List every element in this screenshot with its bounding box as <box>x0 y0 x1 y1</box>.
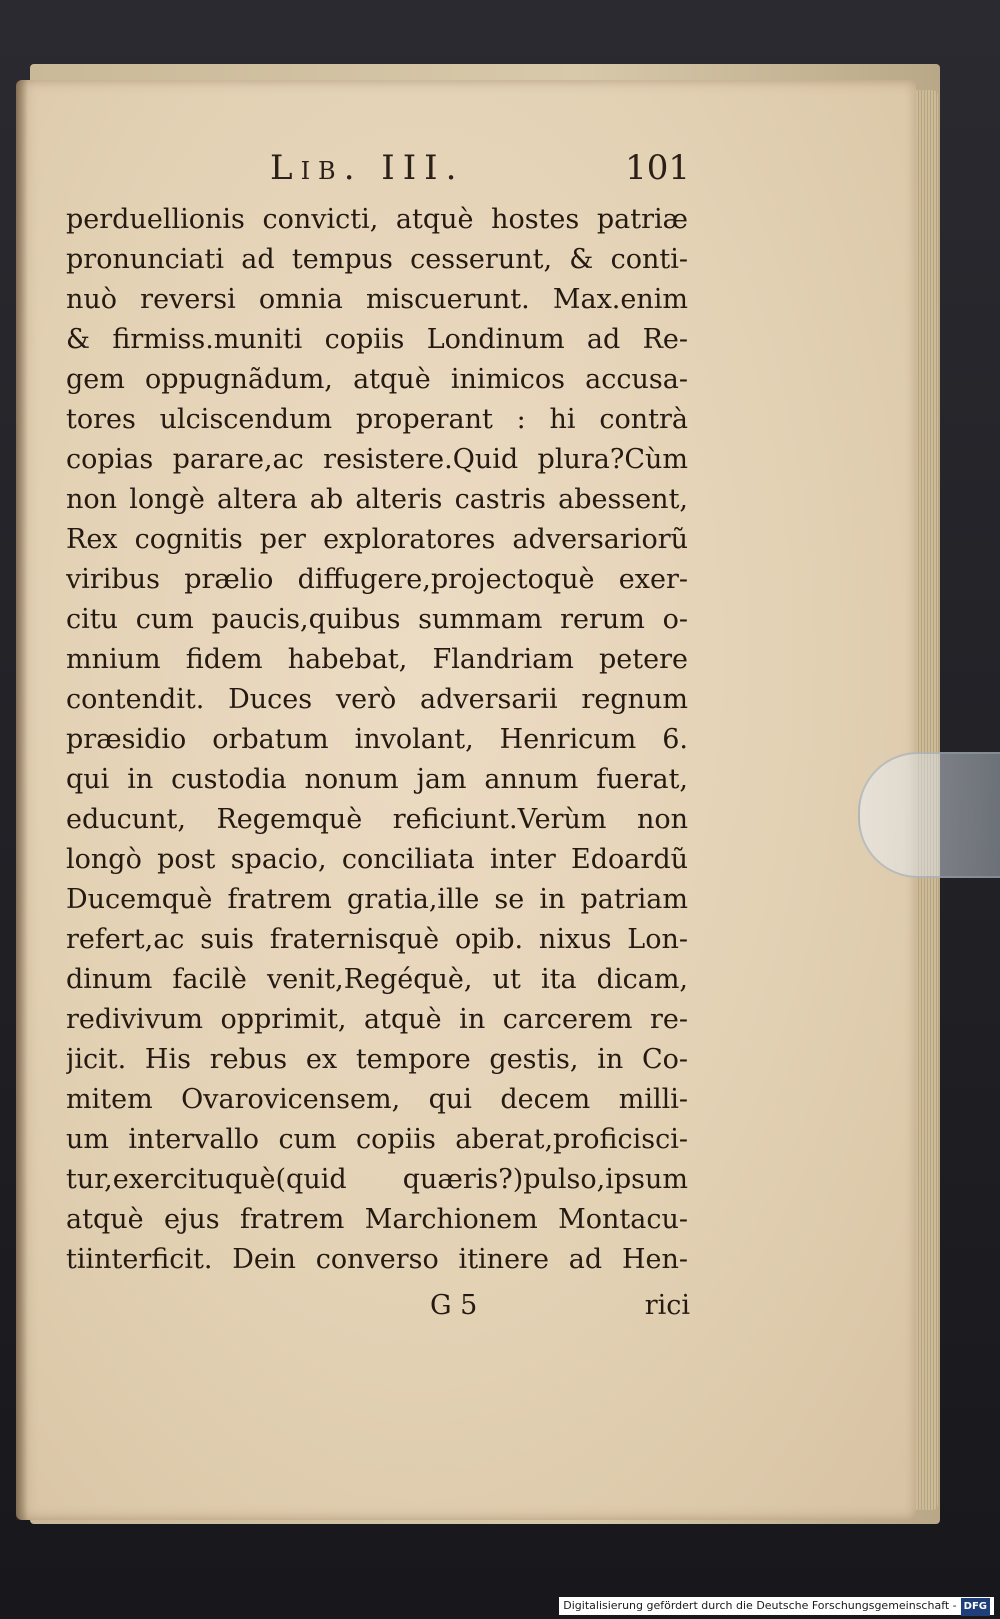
signature-mark: G 5 <box>430 1290 478 1321</box>
page-footer <box>400 1290 690 1330</box>
catchword: rici <box>644 1290 690 1321</box>
text-line: Rex cognitis per exploratores adversariorũ <box>66 524 688 555</box>
text-line: præsidio orbatum involant, Henricum 6. <box>66 724 688 755</box>
text-line: mitem Ovarovicensem, qui decem milli- <box>66 1084 688 1115</box>
text-line: nuò reversi omnia miscuerunt. Max.enim <box>66 284 688 315</box>
text-line: perduellionis convicti, atquè hostes patriæ <box>66 204 688 235</box>
text-line: contendit. Duces verò adversarii regnum <box>66 684 688 715</box>
text-line: viribus prælio diffugere,projectoquè exer- <box>66 564 688 595</box>
digitization-credit <box>559 1597 994 1615</box>
page-number: 101 <box>625 148 690 188</box>
text-line: educunt, Regemquè reficiunt.Verùm non <box>66 804 688 835</box>
text-line: copias parare,ac resistere.Quid plura?Cùm <box>66 444 688 475</box>
page-clip <box>858 752 1000 878</box>
text-line: qui in custodia nonum jam annum fuerat, <box>66 764 688 795</box>
text-line: redivivum opprimit, atquè in carcerem re- <box>66 1004 688 1035</box>
text-line: non longè altera ab alteris castris abessent, <box>66 484 688 515</box>
body-text <box>66 200 688 1280</box>
text-line: gem oppugnãdum, atquè inimicos accusa- <box>66 364 688 395</box>
text-line: tores ulciscendum properant : hi contrà <box>66 404 688 435</box>
text-line: & firmiss.muniti copiis Londinum ad Re- <box>66 324 688 355</box>
text-line: um intervallo cum copiis aberat,proficisci- <box>66 1124 688 1155</box>
text-line: atquè ejus fratrem Marchionem Montacu- <box>66 1204 688 1235</box>
text-line: tiinterficit. Dein converso itinere ad Hen- <box>66 1244 688 1275</box>
page-header <box>270 148 690 192</box>
text-line: jicit. His rebus ex tempore gestis, in Co- <box>66 1044 688 1075</box>
text-line: tur,exercituquè(quid quæris?)pulso,ipsum <box>66 1164 688 1195</box>
text-line: citu cum paucis,quibus summam rerum o- <box>66 604 688 635</box>
credit-text: Digitalisierung gefördert durch die Deutsche Forschungsgemeinschaft - <box>563 1599 957 1612</box>
text-line: Ducemquè fratrem gratia,ille se in patriam <box>66 884 688 915</box>
text-line: dinum facilè venit,Regéquè, ut ita dicam, <box>66 964 688 995</box>
text-line: refert,ac suis fraternisquè opib. nixus Lon- <box>66 924 688 955</box>
text-line: longò post spacio, conciliata inter Edoardũ <box>66 844 688 875</box>
text-line: mnium fidem habebat, Flandriam petere <box>66 644 688 675</box>
running-head: Lib. III. <box>270 148 465 188</box>
text-line: pronunciati ad tempus cesserunt, & conti- <box>66 244 688 275</box>
dfg-logo: DFG <box>961 1598 990 1616</box>
spine-shadow <box>16 80 28 1520</box>
